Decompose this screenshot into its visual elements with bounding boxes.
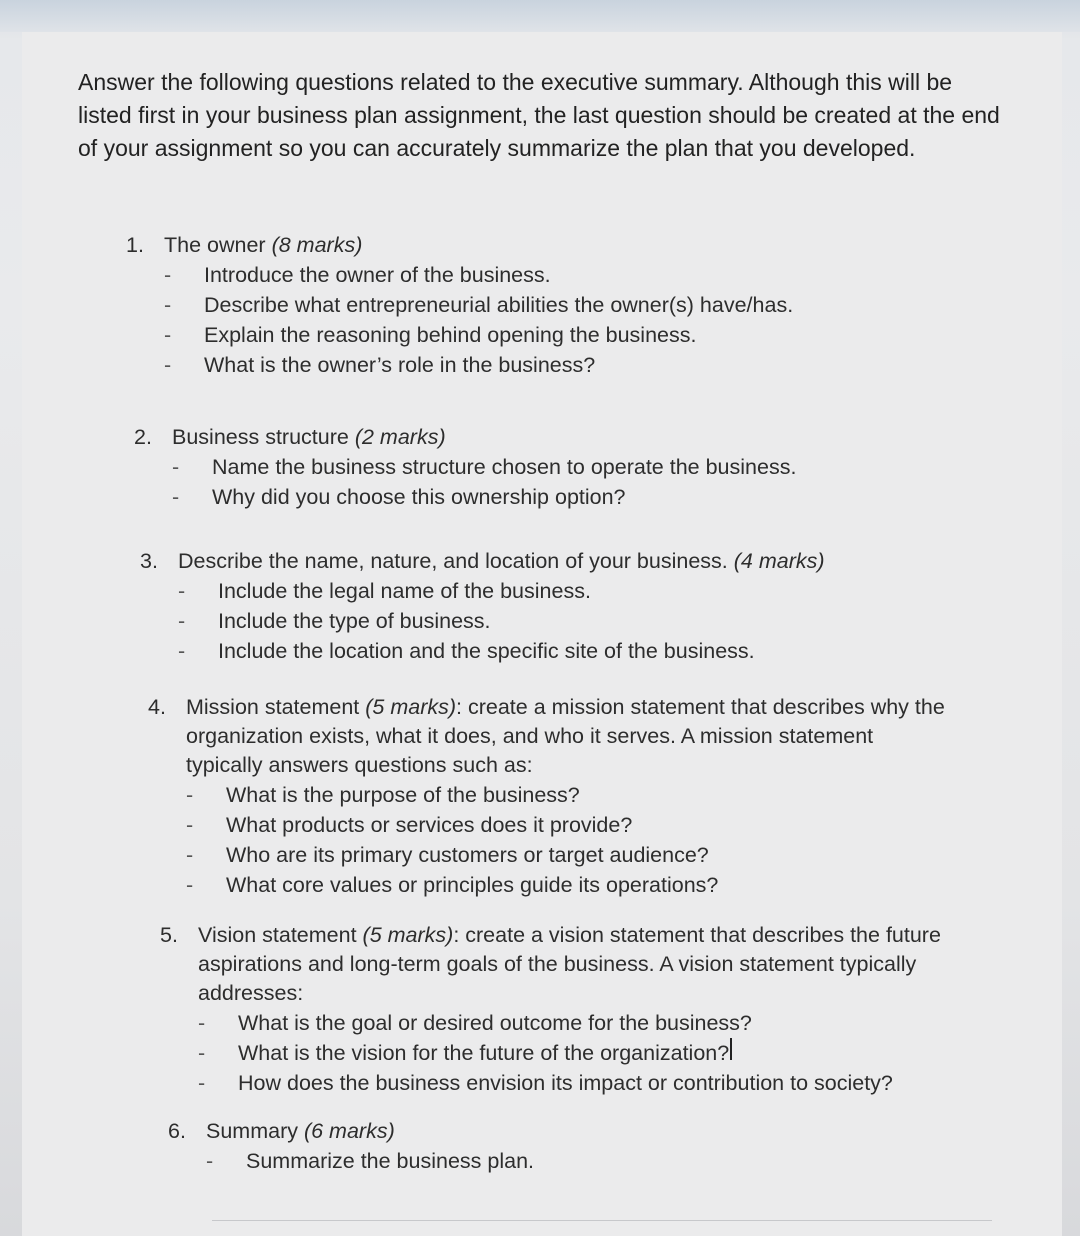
question-number: 2. bbox=[134, 425, 152, 449]
question-marks: (8 marks) bbox=[271, 233, 363, 257]
bullet-item: - What is the owner’s role in the business? bbox=[164, 353, 596, 377]
question-title: Describe the name, nature, and location of your business. (4 marks) bbox=[178, 549, 825, 573]
bullet-item: - Explain the reasoning behind opening the business. bbox=[164, 323, 697, 347]
question-2 bbox=[134, 422, 796, 512]
bullet-item: - How does the business envision its impact or contribution to society? bbox=[198, 1071, 893, 1095]
question-6 bbox=[168, 1116, 534, 1176]
bullet-item: - Include the type of business. bbox=[178, 609, 491, 633]
question-title: The owner (8 marks) bbox=[164, 233, 363, 257]
question-marks: (5 marks) bbox=[365, 695, 457, 719]
document-page bbox=[22, 32, 1062, 1236]
bullet-item: - What products or services does it provide? bbox=[186, 813, 633, 837]
bullet-item: - What is the goal or desired outcome for the business? bbox=[198, 1011, 752, 1035]
question-marks: (2 marks) bbox=[354, 425, 446, 449]
question-description-cont: addresses: bbox=[198, 981, 304, 1005]
bullet-item: - What is the purpose of the business? bbox=[186, 783, 580, 807]
question-number: 4. bbox=[148, 695, 166, 719]
question-marks: (6 marks) bbox=[303, 1119, 395, 1143]
monitor-top-edge bbox=[0, 0, 1080, 32]
question-description-cont: organization exists, what it does, and who it serves. A mission statement bbox=[186, 724, 874, 748]
question-title: Business structure (2 marks) bbox=[172, 425, 446, 449]
bullet-item: - What core values or principles guide its operations? bbox=[186, 873, 719, 897]
bullet-item: - Name the business structure chosen to operate the business. bbox=[172, 455, 797, 479]
question-number: 1. bbox=[126, 233, 144, 257]
question-marks: (4 marks) bbox=[733, 549, 825, 573]
question-marks: (5 marks) bbox=[362, 923, 454, 947]
question-4 bbox=[148, 692, 945, 900]
intro-paragraph: Answer the following questions related to the executive summary. Although this will be listed first in your business plan assignment, the last question should be created at the end of your assignment so you can accurately summarize the plan that you developed. bbox=[78, 69, 1000, 161]
text-cursor bbox=[730, 1038, 732, 1060]
bullet-item: - Include the location and the specific site of the business. bbox=[178, 639, 755, 663]
question-description-cont: aspirations and long-term goals of the business. A vision statement typically bbox=[198, 952, 917, 976]
bullet-item: - Include the legal name of the business. bbox=[178, 579, 591, 603]
bullet-item: - Why did you choose this ownership option? bbox=[172, 485, 626, 509]
question-3 bbox=[140, 546, 825, 666]
page-bottom-rule bbox=[212, 1220, 992, 1221]
question-title: Summary (6 marks) bbox=[206, 1119, 395, 1143]
question-number: 6. bbox=[168, 1119, 186, 1143]
bullet-item: - Who are its primary customers or target audience? bbox=[186, 843, 709, 867]
bullet-item: - Describe what entrepreneurial abilities the owner(s) have/has. bbox=[164, 293, 794, 317]
question-1 bbox=[126, 230, 793, 380]
question-number: 3. bbox=[140, 549, 158, 573]
question-description: : create a mission statement that describes why the bbox=[456, 695, 945, 719]
question-number: 5. bbox=[160, 923, 178, 947]
question-description-cont: typically answers questions such as: bbox=[186, 753, 533, 777]
bullet-item: - What is the vision for the future of the organization? bbox=[198, 1038, 941, 1068]
question-description: : create a vision statement that describes the future bbox=[453, 923, 941, 947]
question-title: Mission statement (5 marks): create a mission statement that describes why the bbox=[186, 695, 945, 719]
bullet-item: - Summarize the business plan. bbox=[206, 1149, 535, 1173]
question-5 bbox=[160, 920, 941, 1098]
question-title: Vision statement (5 marks): create a vision statement that describes the future bbox=[198, 923, 941, 947]
bullet-item: - Introduce the owner of the business. bbox=[164, 263, 551, 287]
